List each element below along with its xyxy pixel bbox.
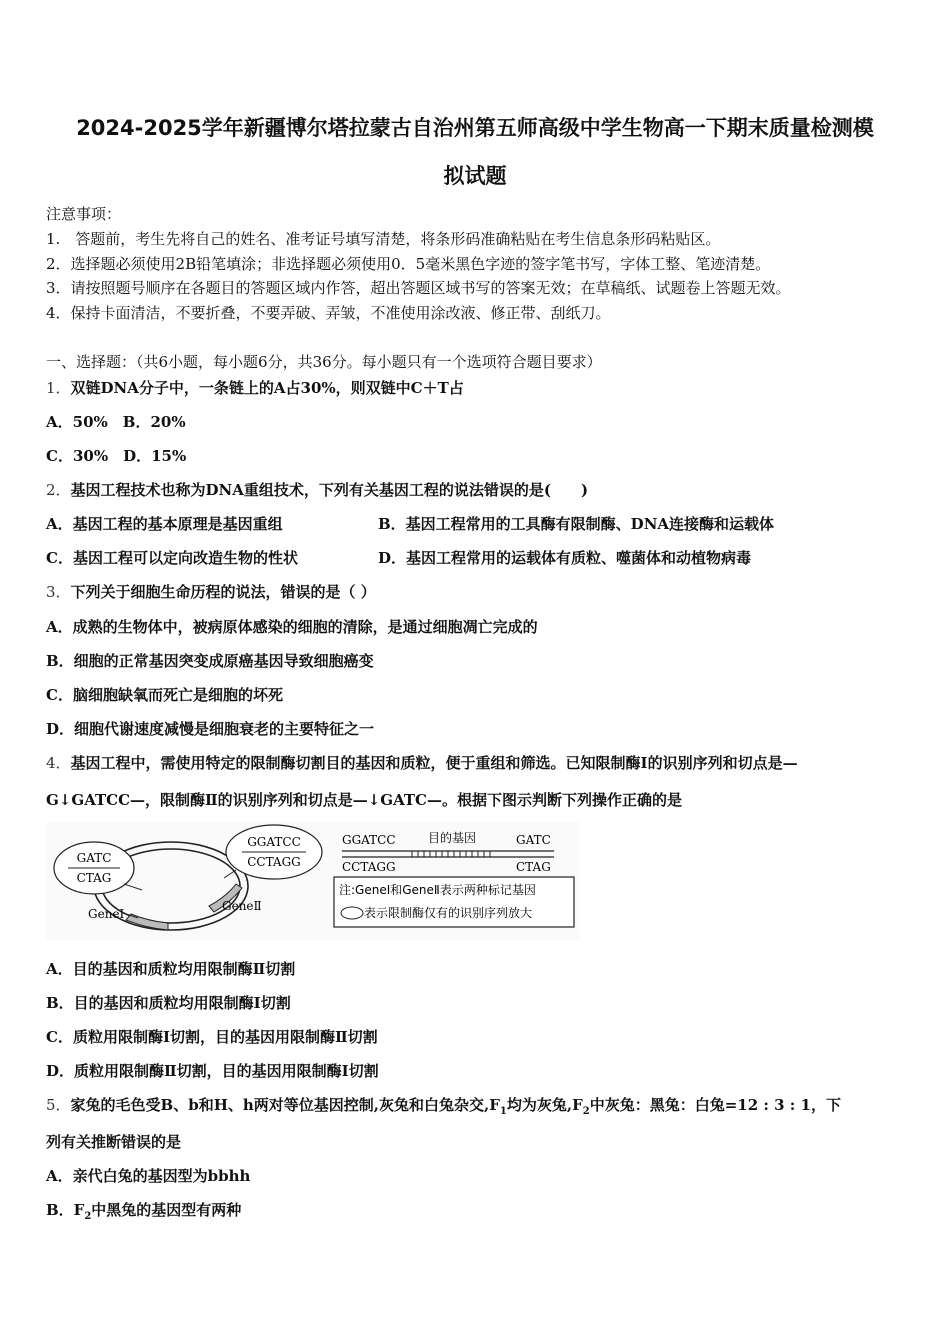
q2-option-c: C．基因工程可以定向改造生物的性状: [46, 549, 298, 567]
question-text: 双链DNA分子中，一条链上的A占30%，则双链中C＋T占: [70, 379, 464, 397]
question-number: 5．: [46, 1096, 71, 1114]
right-seq-bottom: CCTAGG: [247, 855, 301, 869]
question-text: 下列关于细胞生命历程的说法，错误的是（ ）: [70, 583, 376, 601]
note-line1: 注:GeneⅠ和GeneⅡ表示两种标记基因: [339, 883, 536, 897]
question-1: [46, 377, 464, 398]
q1-options-row2: C．30% D．15%: [46, 447, 187, 465]
notice-item: 3．请按照题号顺序在各题目的答题区域内作答，超出答题区域书写的答案无效；在草稿纸、试题卷上答题无效。: [46, 279, 791, 297]
left-seq-top: GATC: [76, 851, 112, 865]
section-heading: 一、选择题：（共6小题，每小题6分，共36分。每小题只有一个选项符合题目要求）: [46, 353, 602, 371]
question-3: [46, 581, 376, 602]
q3-option-a: A．成熟的生物体中，被病原体感染的细胞的清除，是通过细胞凋亡完成的: [46, 618, 538, 636]
q4-option-d: D．质粒用限制酶Ⅱ切割，目的基因用限制酶Ⅰ切割: [46, 1062, 379, 1080]
q3-option-c: C．脑细胞缺氧而死亡是细胞的坏死: [46, 686, 283, 704]
question-text: 家兔的毛色受B、b和H、h两对等位基因控制,灰兔和白兔杂交,F: [70, 1096, 500, 1114]
page-title: 2024-2025学年新疆博尔塔拉蒙古自治州第五师高级中学生物高一下期末质量检测模: [76, 116, 874, 140]
target-gene-label: 目的基因: [427, 831, 477, 845]
subscript: 2: [582, 1106, 590, 1117]
left-seq-bottom: CTAG: [76, 871, 112, 885]
question-number: 2．: [46, 481, 71, 499]
question-number: 1．: [46, 379, 71, 397]
q5-option-b: [46, 1199, 241, 1222]
gene1-label: GeneⅠ: [88, 907, 125, 921]
question-text-part: 均为灰兔,F: [506, 1096, 583, 1114]
page-title-continued: 拟试题: [443, 164, 507, 188]
q2-option-d: D．基因工程常用的运载体有质粒、噬菌体和动植物病毒: [378, 549, 752, 567]
subscript: 2: [84, 1211, 92, 1222]
seq-right-bottom: CTAG: [516, 860, 551, 874]
question-text: 基因工程技术也称为DNA重组技术，下列有关基因工程的说法错误的是( ): [70, 481, 589, 499]
option-text: B．F: [46, 1201, 85, 1219]
notice-item: 1. 答题前，考生先将自己的姓名、准考证号填写清楚，将条形码准确粘贴在考生信息条形码粘贴区。: [46, 230, 721, 248]
question-2: [46, 479, 588, 500]
question-number: 3．: [46, 583, 71, 601]
question-text: 基因工程中，需使用特定的限制酶切割目的基因和质粒，便于重组和筛选。已知限制酶Ⅰ的识别序列和切点是—: [70, 754, 798, 772]
notice-item: 2．选择题必须使用2B铅笔填涂；非选择题必须使用0．5毫米黑色字迹的签字笔书写，字体工整、笔迹清楚。: [46, 255, 771, 273]
q4-option-b: B．目的基因和质粒均用限制酶Ⅰ切割: [46, 994, 291, 1012]
seq-left-bottom: CCTAGG: [342, 860, 396, 874]
q3-option-d: D．细胞代谢速度减慢是细胞衰老的主要特征之一: [46, 720, 375, 738]
q5-option-a: A．亲代白兔的基因型为bbhh: [46, 1167, 251, 1185]
q4-option-a: A．目的基因和质粒均用限制酶Ⅱ切割: [46, 960, 296, 978]
question-4-continued: G↓GATCC—，限制酶Ⅱ的识别序列和切点是—↓GATC—。根据下图示判断下列操作正确的是: [46, 791, 682, 809]
seq-right-top: GATC: [516, 833, 551, 847]
q2-option-a: A．基因工程的基本原理是基因重组: [46, 515, 283, 533]
notice-heading: 注意事项：: [46, 205, 122, 223]
q3-option-b: B．细胞的正常基因突变成原癌基因导致细胞癌变: [46, 652, 374, 670]
notice-item: 4．保持卡面清洁，不要折叠，不要弄破、弄皱，不准使用涂改液、修正带、刮纸刀。: [46, 304, 611, 322]
q2-option-b: B．基因工程常用的工具酶有限制酶、DNA连接酶和运载体: [378, 515, 775, 533]
question-5-continued: 列有关推断错误的是: [46, 1133, 182, 1151]
seq-left-top: GGATCC: [342, 833, 396, 847]
note-line2: 表示限制酶仅有的识别序列放大: [364, 906, 533, 920]
plasmid-figure: [46, 822, 580, 940]
option-text: 中黑兔的基因型有两种: [91, 1201, 242, 1219]
question-5: [46, 1094, 841, 1117]
right-seq-top: GGATCC: [247, 835, 301, 849]
gene2-label: GeneⅡ: [222, 899, 262, 913]
subscript: 1: [499, 1106, 507, 1117]
question-number: 4．: [46, 754, 71, 772]
question-4: [46, 752, 798, 773]
q4-option-c: C．质粒用限制酶Ⅰ切割，目的基因用限制酶Ⅱ切割: [46, 1028, 378, 1046]
q1-options-row1: A．50% B．20%: [46, 413, 186, 431]
question-text-part: 中灰兔：黑兔：白兔=12 : 3 : 1，下: [589, 1096, 841, 1114]
